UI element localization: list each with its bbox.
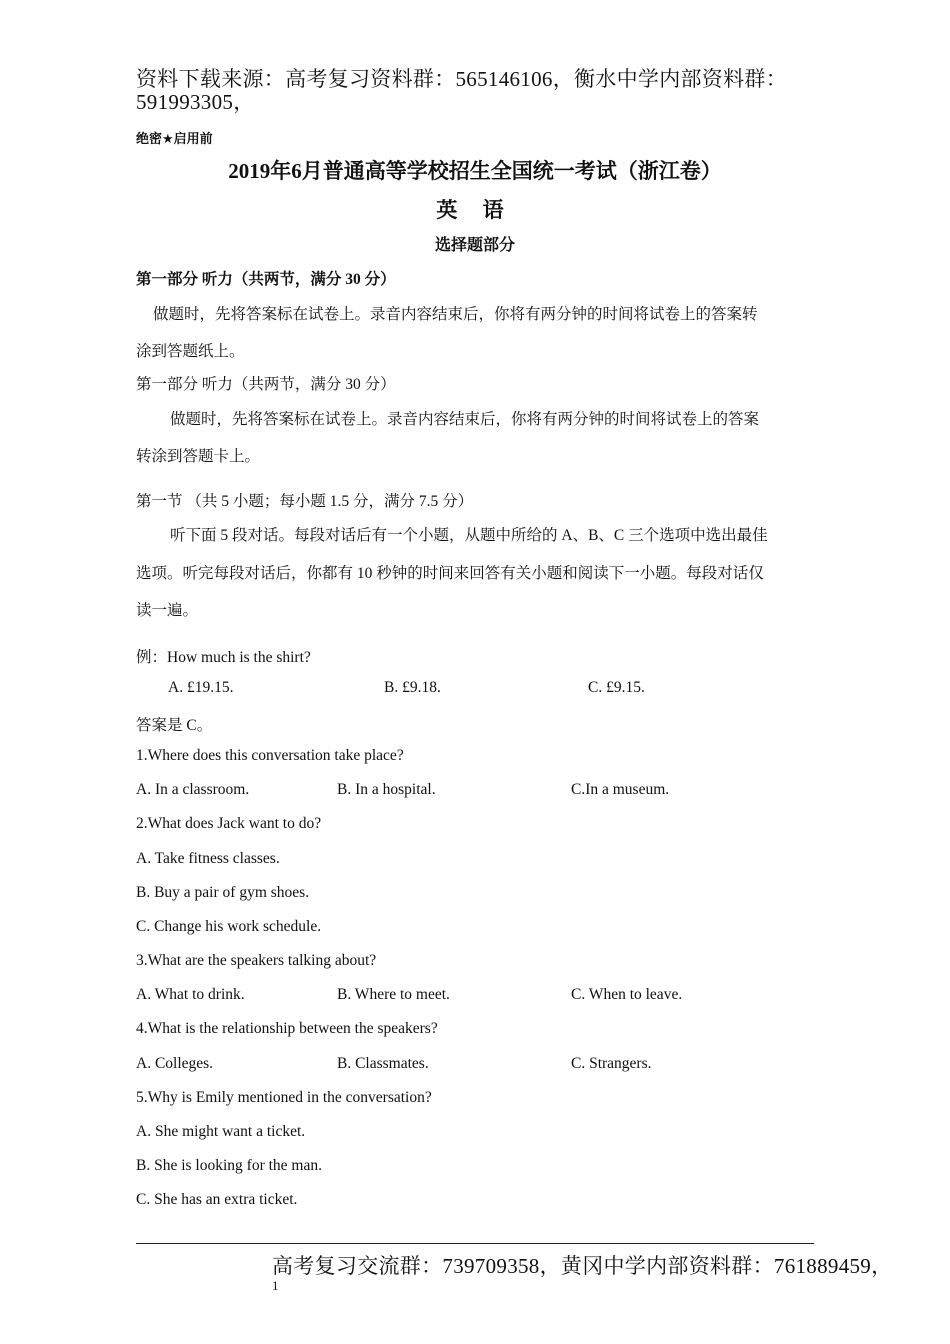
question-2-option-a: A. Take fitness classes. <box>136 850 280 867</box>
question-2-option-b: B. Buy a pair of gym shoes. <box>136 884 310 901</box>
question-2: 2.What does Jack want to do? <box>136 815 322 832</box>
question-5: 5.Why is Emily mentioned in the conversation? <box>136 1089 432 1106</box>
question-5-option-a: A. She might want a ticket. <box>136 1123 306 1140</box>
question-3-option-a: A. What to drink. <box>136 986 245 1003</box>
section1-heading: 第一节 （共 5 小题；每小题 1.5 分，满分 7.5 分） <box>136 493 474 510</box>
footer-text: 高考复习交流群：739709358，黄冈中学内部资料群：761889459， <box>272 1254 893 1278</box>
question-5-option-c: C. She has an extra ticket. <box>136 1191 298 1208</box>
example-question: 例：How much is the shirt? <box>136 649 311 666</box>
part1-repeat-instruction-line2: 转涂到答题卡上。 <box>136 448 261 465</box>
subject-title: 英 语 <box>436 198 514 222</box>
section1-instruction-line1: 听下面 5 段对话。每段对话后有一个小题，从题中所给的 A、B、C 三个选项中选出最佳 <box>170 527 768 544</box>
footer-divider <box>136 1243 814 1244</box>
part1-repeat-heading: 第一部分 听力（共两节，满分 30 分） <box>136 376 396 393</box>
question-1-option-a: A. In a classroom. <box>136 781 250 798</box>
part1-instruction-line1: 做题时，先将答案标在试卷上。录音内容结束后，你将有两分钟的时间将试卷上的答案转 <box>153 306 758 323</box>
question-1: 1.Where does this conversation take place? <box>136 747 404 764</box>
section1-instruction-line2: 选项。听完每段对话后，你都有 10 秒钟的时间来回答有关小题和阅读下一小题。每段对话仅 <box>136 565 764 582</box>
question-3-option-c: C. When to leave. <box>571 986 683 1003</box>
question-3: 3.What are the speakers talking about? <box>136 952 377 969</box>
section-title: 选择题部分 <box>434 237 515 254</box>
section1-instruction-line3: 读一遍。 <box>136 602 199 619</box>
source-line-2: 591993305， <box>136 90 255 114</box>
part1-repeat-instruction-line1: 做题时，先将答案标在试卷上。录音内容结束后，你将有两分钟的时间将试卷上的答案 <box>170 411 760 428</box>
question-1-option-c: C.In a museum. <box>571 781 670 798</box>
exam-title: 2019年6月普通高等学校招生全国统一考试（浙江卷） <box>228 159 722 183</box>
question-3-option-b: B. Where to meet. <box>337 986 450 1003</box>
question-4: 4.What is the relationship between the speakers? <box>136 1020 438 1037</box>
example-option-a: A. £19.15. <box>168 679 234 696</box>
secret-mark: 绝密★启用前 <box>136 132 213 147</box>
question-4-option-c: C. Strangers. <box>571 1055 652 1072</box>
page-number: 1 <box>272 1278 279 1293</box>
question-4-option-a: A. Colleges. <box>136 1055 214 1072</box>
question-2-option-c: C. Change his work schedule. <box>136 918 322 935</box>
example-answer: 答案是 C。 <box>136 717 213 734</box>
question-1-option-b: B. In a hospital. <box>337 781 436 798</box>
part1-instruction-line2: 涂到答题纸上。 <box>136 343 245 360</box>
part1-heading: 第一部分 听力（共两节，满分 30 分） <box>136 271 396 288</box>
source-line-1: 资料下载来源：高考复习资料群：565146106，衡水中学内部资料群： <box>136 67 787 91</box>
question-4-option-b: B. Classmates. <box>337 1055 429 1072</box>
example-option-b: B. £9.18. <box>384 679 441 696</box>
question-5-option-b: B. She is looking for the man. <box>136 1157 322 1174</box>
example-option-c: C. £9.15. <box>588 679 645 696</box>
